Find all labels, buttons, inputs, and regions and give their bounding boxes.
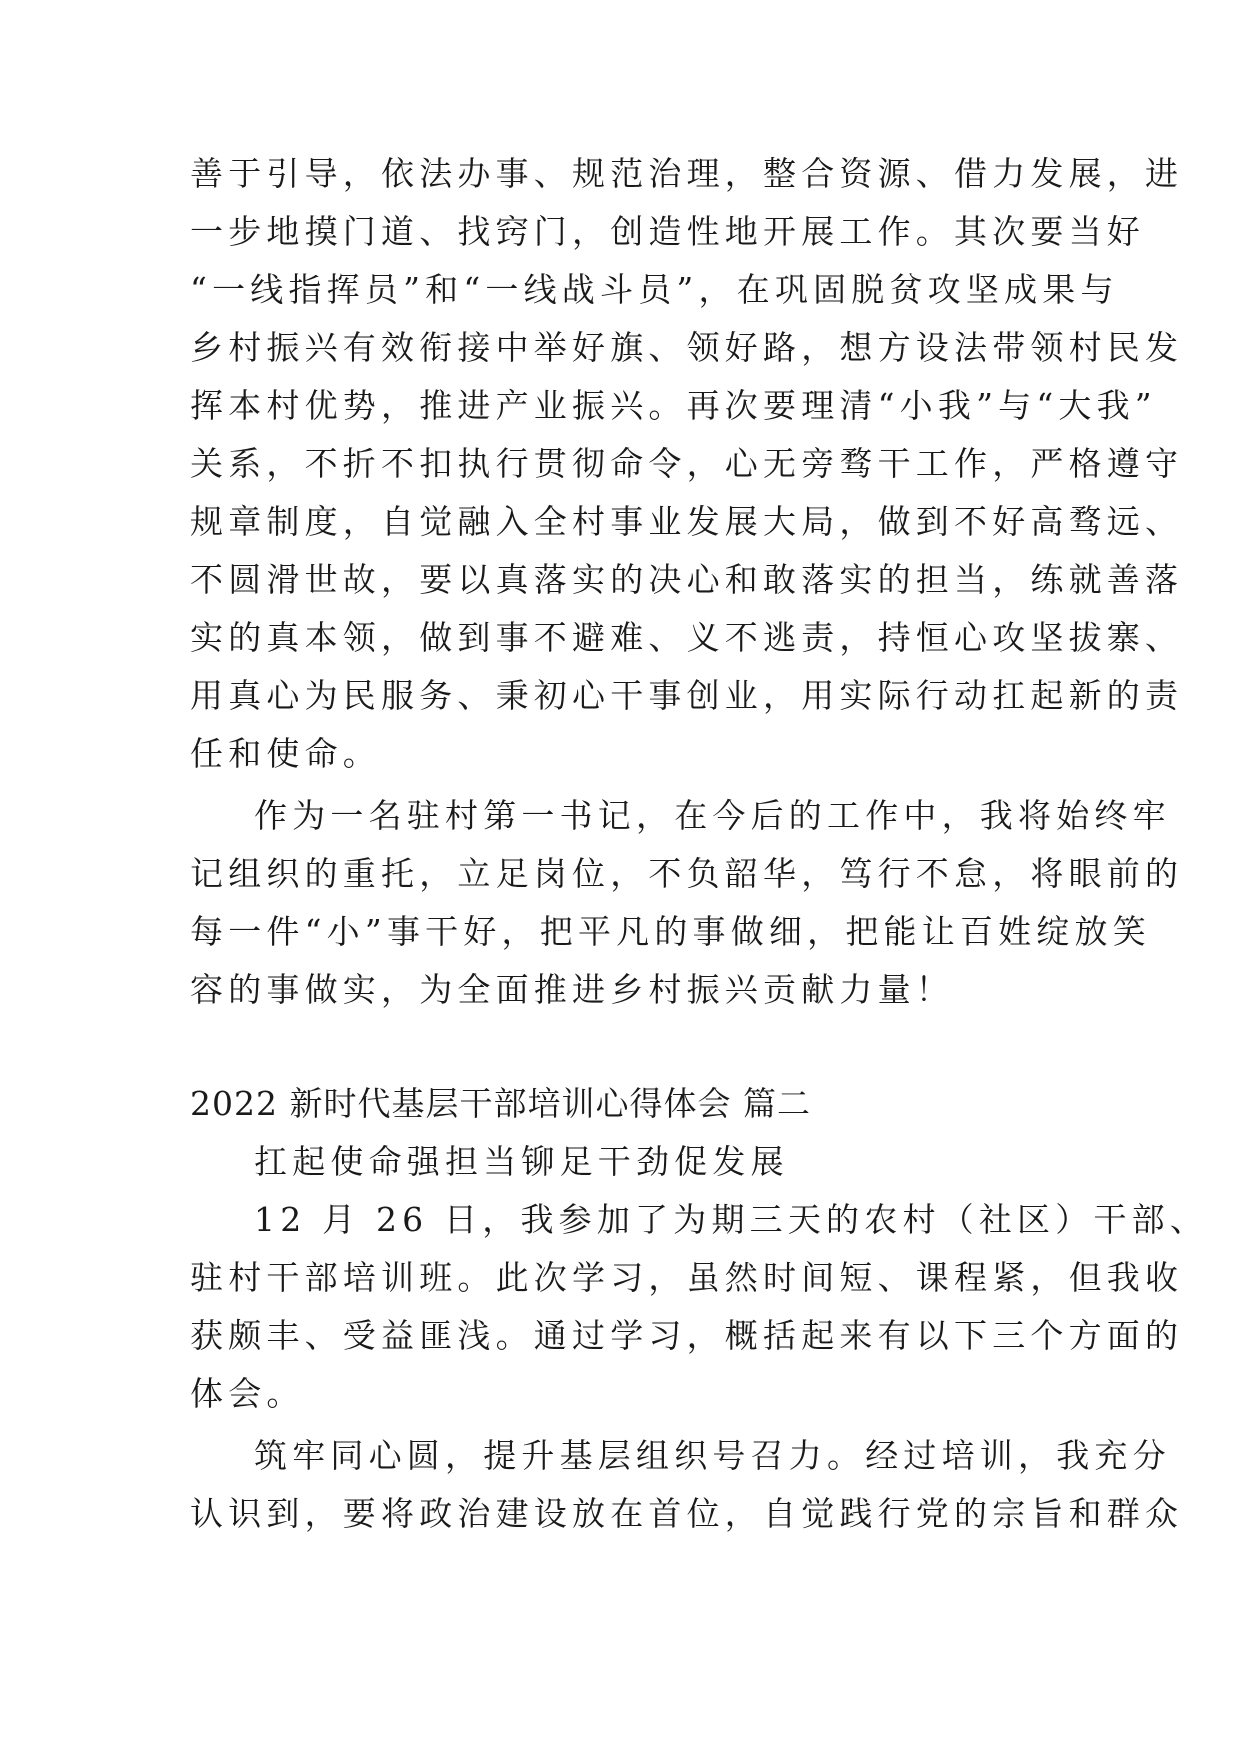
body-text-line: 善于引导，依法办事、规范治理，整合资源、借力发展，进 xyxy=(190,154,1184,193)
body-text-line: “一线指挥员”和“一线战斗员”，在巩固脱贫攻坚成果与 xyxy=(190,270,1119,309)
body-text-line: 驻村干部培训班。此次学习，虽然时间短、课程紧，但我收 xyxy=(190,1258,1184,1297)
paragraph-first-line: 作为一名驻村第一书记，在今后的工作中，我将始终牢 xyxy=(254,796,1171,835)
body-text-line: 一步地摸门道、找窍门，创造性地开展工作。其次要当好 xyxy=(190,212,1145,251)
paragraph-first-line: 12 月 26 日，我参加了为期三天的农村（社区）干部、 xyxy=(254,1200,1209,1239)
paragraph-first-line: 筑牢同心圆，提升基层组织号召力。经过培训，我充分 xyxy=(254,1436,1171,1475)
body-text-line: 每一件“小”事干好，把平凡的事做细，把能让百姓绽放笑 xyxy=(190,912,1151,951)
body-text-line: 不圆滑世故，要以真落实的决心和敢落实的担当，练就善落 xyxy=(190,560,1184,599)
body-text-line: 容的事做实，为全面推进乡村振兴贡献力量！ xyxy=(190,970,954,1009)
article-title: 扛起使命强担当铆足干劲促发展 xyxy=(254,1142,789,1181)
body-text-line: 挥本村优势，推进产业振兴。再次要理清“小我”与“大我” xyxy=(190,386,1157,425)
body-text-line: 用真心为民服务、秉初心干事创业，用实际行动扛起新的责 xyxy=(190,676,1184,715)
body-text-line: 实的真本领，做到事不避难、义不逃责，持恒心攻坚拔寨、 xyxy=(190,618,1184,657)
body-text-line: 体会。 xyxy=(190,1374,305,1413)
body-text-line: 规章制度，自觉融入全村事业发展大局，做到不好高骛远、 xyxy=(190,502,1184,541)
body-text-line: 获颇丰、受益匪浅。通过学习，概括起来有以下三个方面的 xyxy=(190,1316,1184,1355)
body-text-line: 认识到，要将政治建设放在首位，自觉践行党的宗旨和群众 xyxy=(190,1494,1184,1533)
body-text-line: 乡村振兴有效衔接中举好旗、领好路，想方设法带领村民发 xyxy=(190,328,1184,367)
body-text-line: 记组织的重托，立足岗位，不负韶华，笃行不怠，将眼前的 xyxy=(190,854,1184,893)
body-text-line: 任和使命。 xyxy=(190,734,381,773)
section-heading: 2022 新时代基层干部培训心得体会 篇二 xyxy=(190,1084,811,1123)
body-text-line: 关系，不折不扣执行贯彻命令，心无旁骛干工作，严格遵守 xyxy=(190,444,1184,483)
